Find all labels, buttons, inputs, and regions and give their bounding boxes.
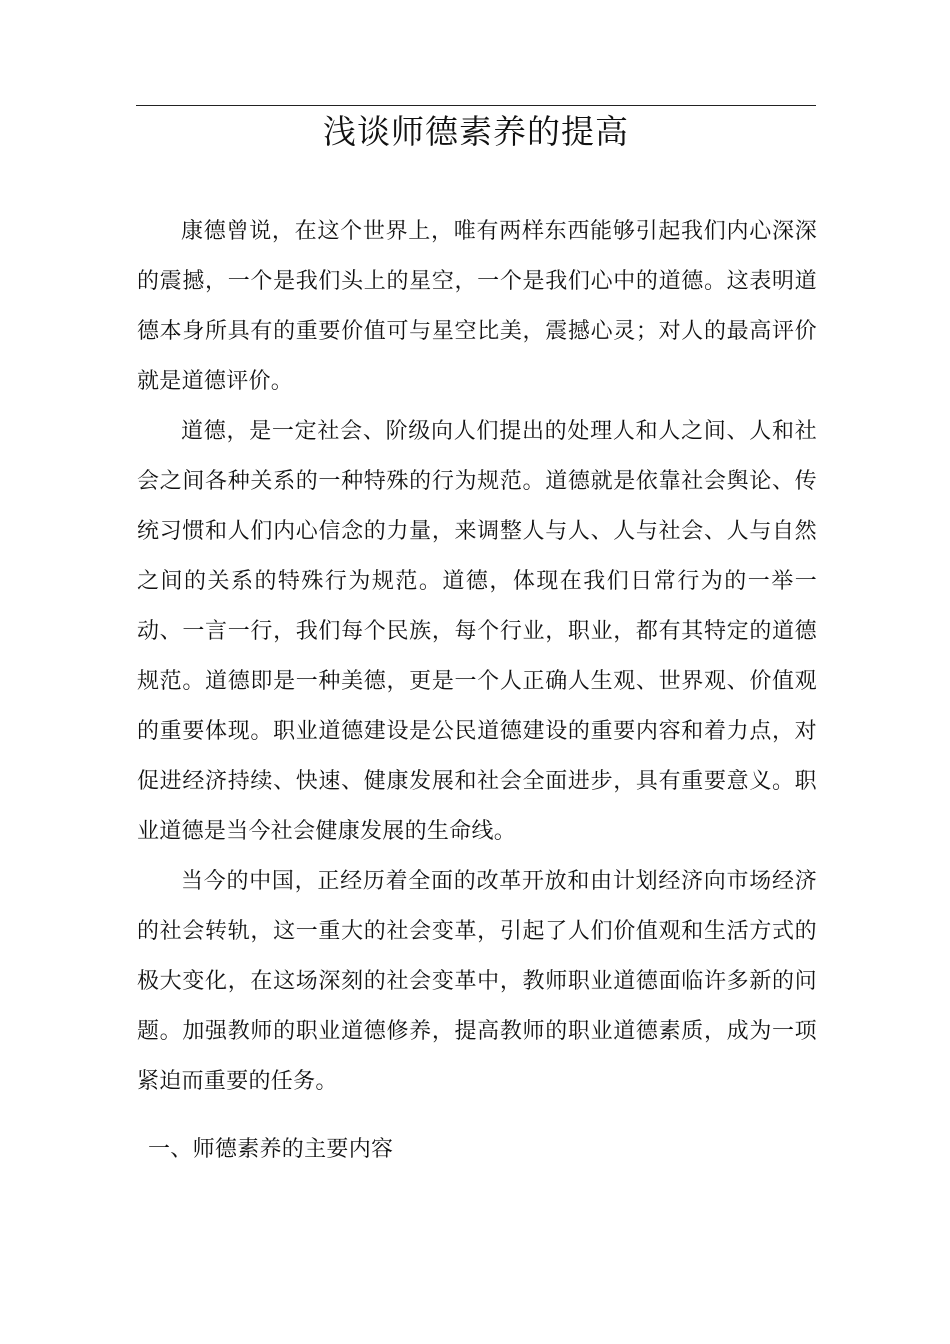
section-heading: 一、师德素养的主要内容: [148, 1137, 394, 1162]
paragraph-morality-definition: 道德，是一定社会、阶级向人们提出的处理人和人之间、人和社会之间各种关系的一种特殊的行为规范。道德就是依靠社会舆论、传统习惯和人们内心信念的力量，来调整人与人、人与社会、人与自然之间的关系的特殊行为规范。道德，体现在我们日常行为的一举一动、一言一行，我们每个民族，每个行业，职业，都有其特定的道德规范。道德即是一种美德，更是一个人正确人生观、世界观、价值观的重要体现。职业道德建设是公民道德建设的重要内容和着力点，对促进经济持续、快速、健康发展和社会全面进步，具有重要意义。职业道德是当今社会健康发展的生命线。: [137, 419, 817, 844]
header-rule: [136, 105, 816, 106]
paragraph-kant-quote: 康德曾说，在这个世界上，唯有两样东西能够引起我们内心深深的震撼，一个是我们头上的星空，一个是我们心中的道德。这表明道德本身所具有的重要价值可与星空比美，震撼心灵；对人的最高评价就是道德评价。: [137, 219, 817, 394]
document-title: 浅谈师德素养的提高: [323, 112, 629, 151]
paragraph-social-transition: 当今的中国，正经历着全面的改革开放和由计划经济向市场经济的社会转轨，这一重大的社会变革，引起了人们价值观和生活方式的极大变化，在这场深刻的社会变革中，教师职业道德面临许多新的问题。加强教师的职业道德修养，提高教师的职业道德素质，成为一项紧迫而重要的任务。: [137, 869, 817, 1094]
document-body: [137, 207, 817, 1107]
